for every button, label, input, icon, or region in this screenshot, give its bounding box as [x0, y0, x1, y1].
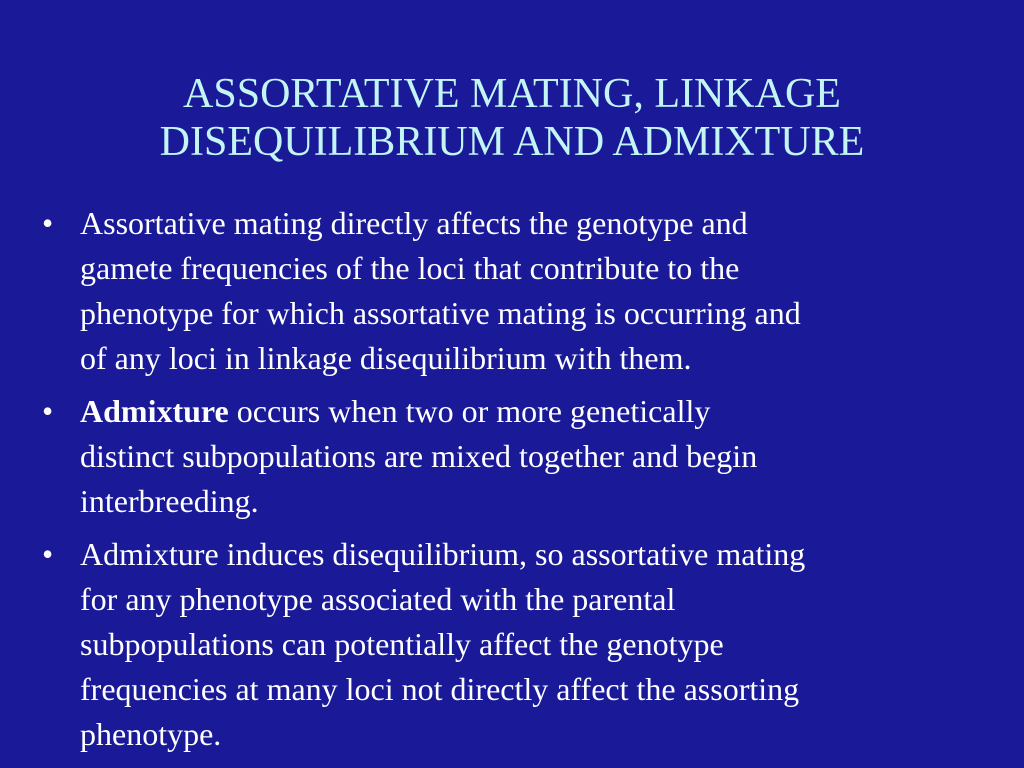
bullet-line [80, 389, 990, 434]
bullet-marker: • [42, 393, 54, 429]
title-line: ASSORTATIVE MATING, LINKAGE [183, 71, 841, 117]
bullet-line: subpopulations can potentially affect the genotype [80, 626, 724, 662]
bullet-item-admixture-definition [40, 389, 990, 524]
bullet-line-rest: occurs when two or more genetically [228, 393, 711, 429]
bullet-text [80, 389, 990, 524]
bullet-marker: • [42, 205, 54, 241]
bullet-line: phenotype for which assortative mating is occurring and [80, 295, 801, 331]
admixture-term: Admixture [80, 393, 229, 429]
bullet-line: Assortative mating directly affects the genotype and [80, 205, 748, 241]
bullet-item-admixture-effect [40, 532, 990, 757]
bullet-line: gamete frequencies of the loci that contribute to the [80, 250, 740, 286]
bullet-marker: • [42, 536, 54, 572]
bullet-line: Admixture induces disequilibrium, so assortative mating [80, 536, 806, 572]
bullet-line: of any loci in linkage disequilibrium with them. [80, 340, 692, 376]
title-line: DISEQUILIBRIUM AND ADMIXTURE [159, 119, 865, 165]
bullet-line: distinct subpopulations are mixed together and begin [80, 438, 758, 474]
bullet-line: frequencies at many loci not directly affect the assorting [80, 671, 800, 707]
bullet-list [40, 201, 990, 765]
bullet-line: phenotype. [80, 716, 222, 752]
bullet-text [80, 532, 990, 757]
bullet-line: interbreeding. [80, 483, 259, 519]
bullet-line: for any phenotype associated with the parental [80, 581, 676, 617]
slide-title [60, 70, 964, 166]
bullet-text [80, 201, 990, 381]
bullet-item-assortative-mating [40, 201, 990, 381]
